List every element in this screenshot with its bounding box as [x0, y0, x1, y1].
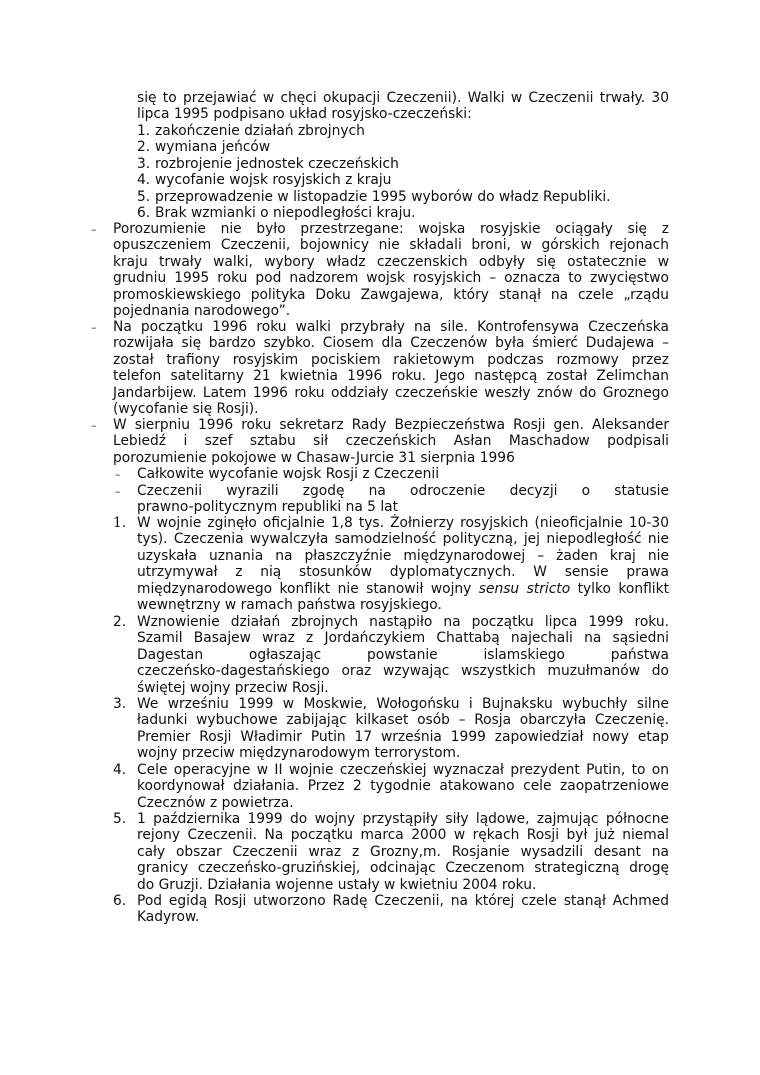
- numbered-paragraph: [137, 811, 669, 893]
- text-line: telefon satelitarny 21 kwietnia 1996 roku. Jego następcą został Zelimchan: [113, 368, 669, 385]
- text-line: świętej wojny przeciw Rosji.: [137, 679, 329, 696]
- text-line: Cele operacyjne w II wojnie czeczeńskiej wyznaczał prezydent Putin, to on: [137, 762, 669, 778]
- text-line: ładunki wybuchowe zabijając kilkaset osób – Rosja obarczyła Czeczenię.: [137, 712, 669, 729]
- numbered-paragraph: [137, 614, 669, 696]
- text-line: W sierpniu 1996 roku sekretarz Rady Bezpieczeństwa Rosji gen. Aleksander: [113, 417, 669, 433]
- intro-paragraph: [137, 90, 669, 123]
- text-line: uzyskała uznania na płaszczyźnie międzynarodowej – żaden kraj nie: [137, 547, 669, 564]
- text-line: pojednania narodowego”.: [113, 303, 291, 320]
- text-line: rejony Czeczenii. Na początku marca 2000 w rękach Rosji był już niemal: [137, 827, 669, 844]
- bullet-paragraph: [113, 417, 669, 466]
- text-line: Wznowienie działań zbrojnych nastąpiło na początku lipca 1999 roku.: [137, 614, 669, 630]
- text-line: opuszczeniem Czeczenii, bojownicy nie składali broni, w górskich rejonach: [113, 237, 669, 254]
- text-line: prawno-politycznym republiki na 5 lat: [137, 499, 399, 516]
- text-line: Dagestan ogłaszając powstanie islamskiego państwa: [137, 646, 669, 663]
- text-line: Na początku 1996 roku walki przybrały na sile. Kontrofensywa Czeczeńska: [113, 319, 669, 335]
- list-item: 3. rozbrojenie jednostek czeczeńskich: [137, 155, 399, 172]
- numbered-paragraph: [137, 762, 669, 811]
- italic-phrase: sensu stricto: [478, 580, 571, 597]
- sub-bullet-paragraph: [137, 483, 669, 516]
- text-line: Porozumienie nie było przestrzegane: wojska rosyjskie ociągały się z: [113, 221, 669, 237]
- text-line: Jandarbijew. Latem 1996 roku oddziały czeczeńskie weszły znów do Groznego: [113, 384, 669, 401]
- text-line: koordynował działania. Przez 2 tygodnie atakowano cele zaopatrzeniowe: [137, 778, 669, 795]
- sub-bullet-dash: –: [115, 468, 121, 481]
- bullet-paragraph: [113, 319, 669, 417]
- list-item: 6. Brak wzmianki o niepodległości kraju.: [137, 205, 416, 222]
- bullet-dash: –: [91, 223, 97, 236]
- text-line: wewnętrzny w ramach państwa rosyjskiego.: [137, 597, 442, 614]
- list-number: 3.: [113, 696, 127, 712]
- text-line: 1 października 1999 do wojny przystąpiły siły lądowe, zajmując północne: [137, 811, 669, 827]
- bullet-dash: –: [91, 321, 97, 334]
- text-line: do Gruzji. Działania wojenne ustały w kwietniu 2004 roku.: [137, 876, 537, 893]
- text-line: Szamil Basajew wraz z Jordańczykiem Chattabą najechali na sąsiedni: [137, 630, 669, 647]
- text-line: Lebiedź i szef sztabu sił czeczeńskich Asłan Maschadow podpisali: [113, 433, 669, 450]
- text-line: cały obszar Czeczenii wraz z Grozny,m. Rosjanie wysadzili desant na: [137, 843, 669, 860]
- text-line: wojny przeciw międzynarodowym terrorystom.: [137, 745, 461, 762]
- list-number: 4.: [113, 762, 127, 778]
- text-line: międzynarodowego konflikt nie stanowił wojny sensu stricto tylko konflikt: [137, 580, 670, 597]
- list-number: 6.: [113, 893, 127, 909]
- text-line: rozwijała się bardzo szybko. Ciosem dla Czeczenów była śmierć Dudajewa –: [113, 335, 669, 352]
- text-line: porozumienie pokojowe w Chasaw-Jurcie 31 sierpnia 1996: [113, 449, 515, 466]
- text-line: utrzymywał z nią stosunków dyplomatycznych. W sensie prawa: [137, 564, 669, 581]
- text-line: (wycofanie się Rosji).: [113, 401, 259, 418]
- text-line: Czeczenii wyrazili zgodę na odroczenie decyzji o statusie: [137, 483, 669, 499]
- list-item: 1. zakończenie działań zbrojnych: [137, 123, 365, 139]
- text-line: lipca 1995 podpisano układ rosyjsko-czeczeński:: [137, 106, 472, 123]
- text-line: kraju trwały walki, wybory władz czeczenskich odbyły się ostatecznie w: [113, 253, 669, 270]
- list-item: 2. wymiana jeńców: [137, 139, 271, 156]
- text-line: Całkowite wycofanie wojsk Rosji z Czeczenii: [137, 466, 440, 482]
- text-line: promoskiewskiego polityka Doku Zawgajewa, który stanął na czele „rządu: [113, 286, 669, 303]
- numbered-paragraph: [137, 515, 669, 613]
- list-number: 2.: [113, 614, 127, 630]
- text-line: Premier Rosji Władimir Putin 17 września 1999 zapowiedział nowy etap: [137, 728, 669, 745]
- list-item: 5. przeprowadzenie w listopadzie 1995 wyborów do władz Republiki.: [137, 188, 611, 205]
- text-line: czeczeńsko-dagestańskiego oraz wzywając wszystkich muzułmanów do: [137, 663, 669, 680]
- text-line: grudniu 1995 roku pod nadzorem wojsk rosyjskich – oznacza to zwycięstwo: [113, 270, 669, 287]
- bullet-paragraph: [113, 221, 669, 319]
- text-line: W wojnie zginęło oficjalnie 1,8 tys. Żołnierzy rosyjskich (nieoficjalnie 10-30: [137, 515, 669, 531]
- text-line: Kadyrow.: [137, 909, 200, 926]
- text-line: We wrześniu 1999 w Moskwie, Wołogońsku i Bujnaksku wybuchły silne: [137, 696, 669, 712]
- text-line: tys). Czeczenia wywalczyła samodzielność polityczną, jej niepodległość nie: [137, 531, 669, 548]
- text-line: Pod egidą Rosji utworzono Radę Czeczenii, na której czele stanął Achmed: [137, 893, 669, 909]
- text-line: Czecznów z powietrza.: [137, 794, 294, 811]
- text-line: granicy czeczeńsko-gruzińskiej, odcinając Czeczenom strategiczną drogę: [137, 860, 669, 877]
- list-item: 4. wycofanie wojsk rosyjskich z kraju: [137, 172, 392, 189]
- list-number: 5.: [113, 811, 127, 827]
- sub-bullet-dash: –: [115, 485, 121, 498]
- numbered-paragraph: [137, 696, 669, 762]
- text-line: się to przejawiać w chęci okupacji Czeczenii). Walki w Czeczenii trwały. 30: [137, 90, 669, 106]
- text-line: został trafiony rosyjskim pociskiem rakietowym podczas rozmowy przez: [113, 351, 669, 368]
- sub-bullet-paragraph: [137, 466, 669, 482]
- numbered-paragraph: [137, 893, 669, 926]
- agreement-list: [137, 123, 669, 221]
- list-number: 1.: [113, 515, 127, 531]
- bullet-dash: –: [91, 419, 97, 432]
